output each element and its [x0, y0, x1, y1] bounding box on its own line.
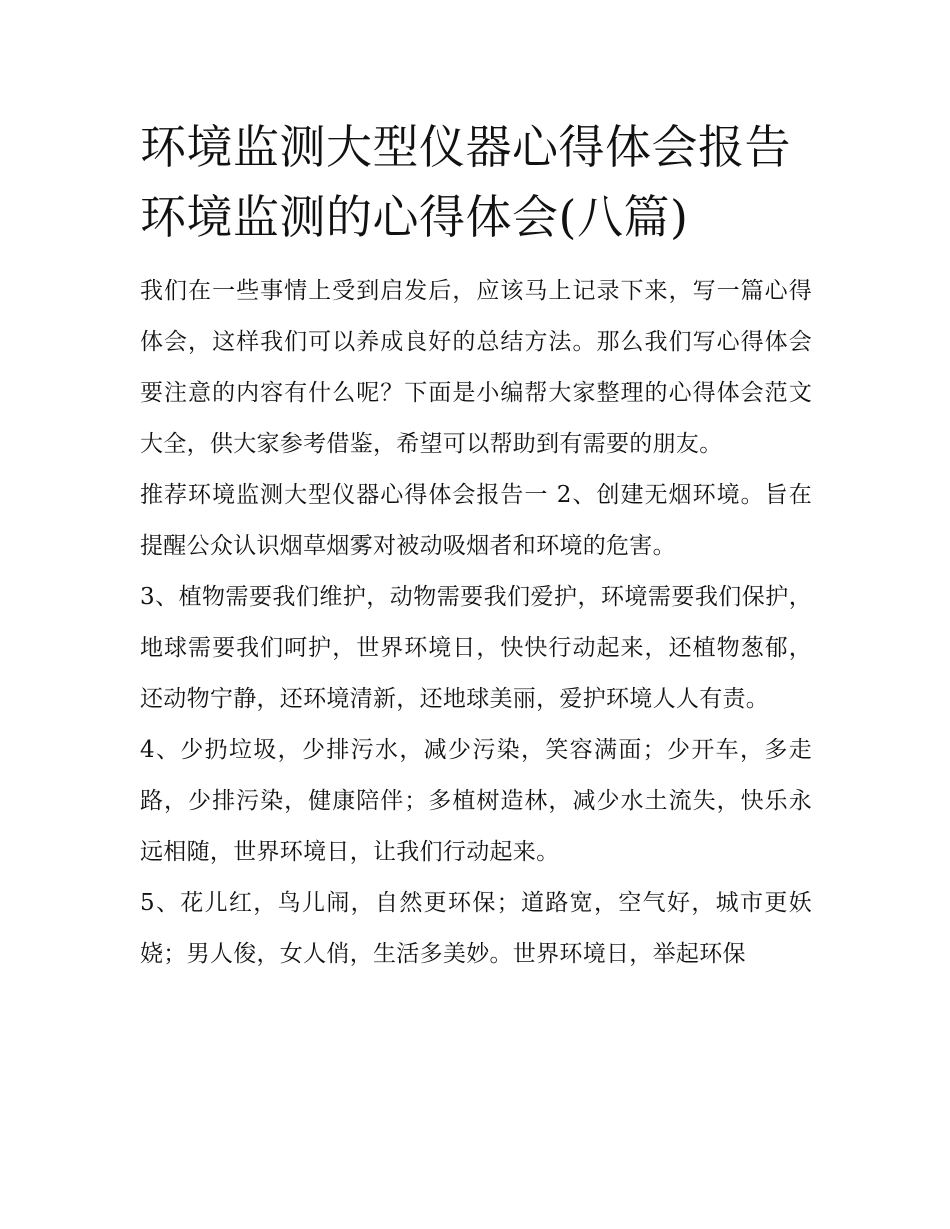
document-body: [140, 112, 812, 980]
paragraph-item-4: 4、少扔垃圾，少排污水，减少污染，笑容满面；少开车，多走路，少排污染，健康陪伴；多植树造林，减少水土流失，快乐永远相随，世界环境日，让我们行动起来。: [140, 737, 812, 865]
paragraph-item-3: 3、植物需要我们维护，动物需要我们爱护，环境需要我们保护，地球需要我们呵护，世界环境日，快快行动起来，还植物葱郁，还动物宁静，还环境清新，还地球美丽，爱护环境人人有责。: [140, 584, 812, 712]
document-title: 环境监测大型仪器心得体会报告 环境监测的心得体会(八篇): [140, 120, 791, 244]
paragraph-item-5: 5、花儿红，鸟儿闹，自然更环保；道路宽，空气好，城市更妖娆；男人俊，女人俏，生活多美妙。世界环境日，举起环保: [140, 890, 812, 967]
paragraph-intro: 我们在一些事情上受到启发后，应该马上记录下来，写一篇心得体会，这样我们可以养成良好的总结方法。那么我们写心得体会要注意的内容有什么呢？下面是小编帮大家整理的心得体会范文大全，供大家参考借鉴，希望可以帮助到有需要的朋友。: [140, 278, 812, 457]
paragraph-item-2: 推荐环境监测大型仪器心得体会报告一 2、创建无烟环境。旨在提醒公众认识烟草烟雾对被动吸烟者和环境的危害。: [140, 482, 812, 559]
